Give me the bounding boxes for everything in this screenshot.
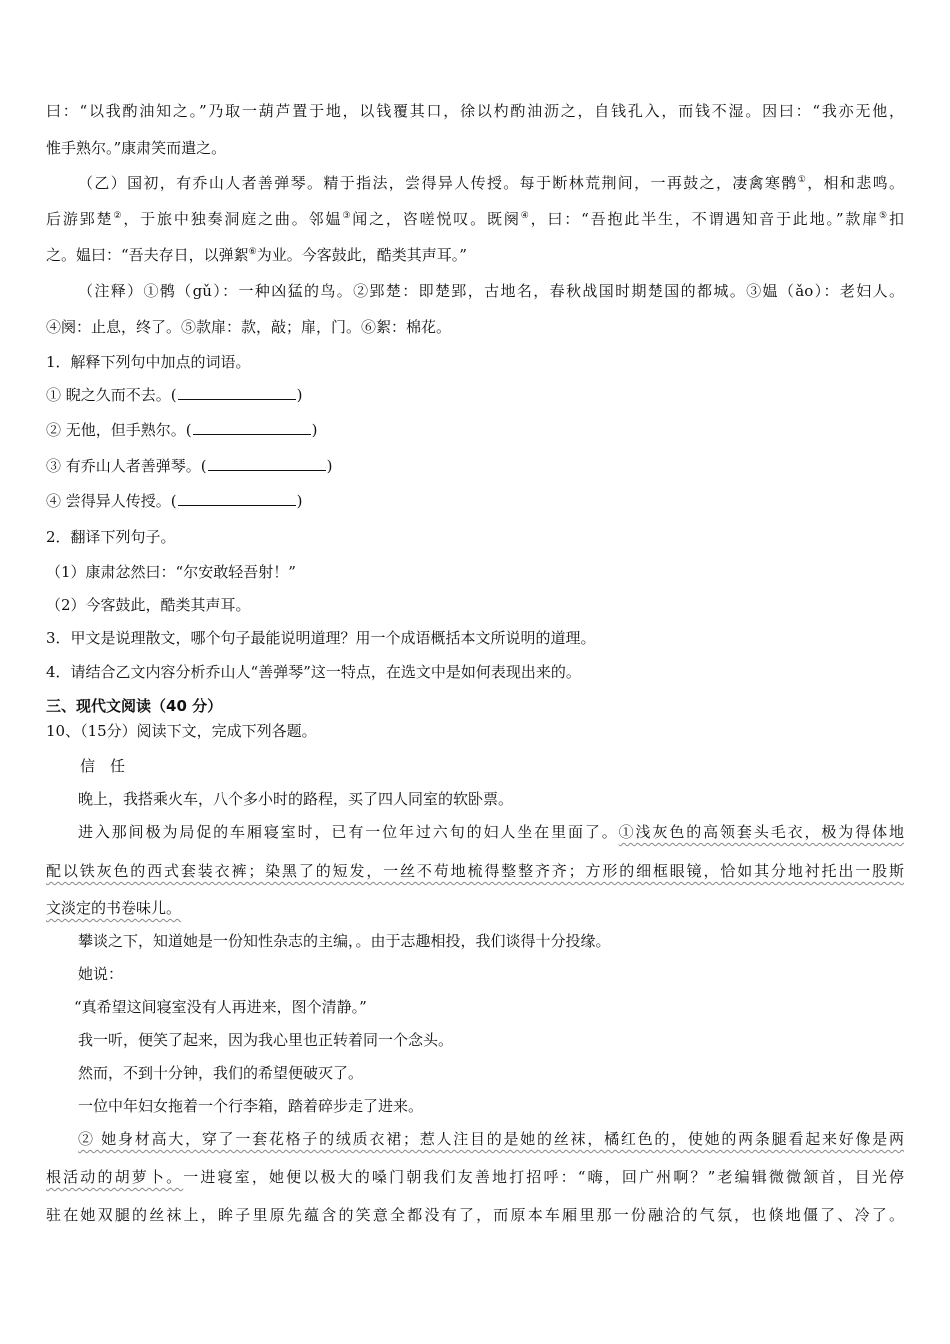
section-heading: 三、现代文阅读（40 分） xyxy=(46,697,223,715)
question-1-title: 1．解释下列句中加点的词语。 xyxy=(46,353,251,371)
story-paragraph-continued: 驻在她双腿的丝袜上，眸子里原先蕴含的笑意全都没有了，而原本车厢里那一份融洽的气氛，也倏地僵了、冷了。 xyxy=(46,1206,904,1224)
story-paragraph: 她说： xyxy=(78,965,124,983)
story-paragraph: 进入那间极为局促的车厢寝室时，已有一位年过六旬的妇人坐在里面了。①浅灰色的高领套头毛衣，极为得体地 xyxy=(78,823,904,841)
passage-b-line-3: 之。媪曰：“吾夫存日，以弹絮⑥为业。今客鼓此，酷类其声耳。” xyxy=(46,246,467,264)
story-paragraph: 我一听，便笑了起来，因为我心里也正转着同一个念头。 xyxy=(78,1031,454,1049)
answer-blank[interactable] xyxy=(193,420,311,435)
answer-blank[interactable] xyxy=(178,385,296,400)
answer-blank[interactable] xyxy=(208,456,326,471)
story-paragraph: 晚上，我搭乘火车，八个多小时的路程，买了四人同室的软卧票。 xyxy=(78,790,514,808)
passage-a-line-1: 曰：“以我酌油知之。”乃取一葫芦置于地，以钱覆其口，徐以杓酌油沥之，自钱孔入，而钱不湿。因曰：“我亦无他， xyxy=(46,102,904,120)
question-1-item: ② 无他，但手熟尔。( ) xyxy=(46,421,318,439)
question-1-item: ④ 尝得异人传授。( ) xyxy=(46,492,303,510)
story-paragraph: 一位中年妇女拖着一个行李箱，踏着碎步走了进来。 xyxy=(78,1097,424,1115)
story-paragraph-continued: 文淡定的书卷味儿。 xyxy=(46,899,182,917)
story-paragraph-continued: 根活动的胡萝卜。一进寝室，她便以极大的嗓门朝我们友善地打招呼：“嗨，回广州啊？”老编辑微微颔首，目光停 xyxy=(46,1168,904,1186)
question-2-title: 2．翻译下列句子。 xyxy=(46,528,176,546)
question-1-item: ① 睨之久而不去。( ) xyxy=(46,386,303,404)
answer-blank[interactable] xyxy=(178,491,296,506)
story-paragraph: “真希望这间寝室没有人再进来，图个清静。” xyxy=(74,998,367,1016)
passage-b-line-1: （乙）国初，有乔山人者善弹琴。精于指法，尝得异人传授。每于断林荒荆间，一再鼓之，凄禽寒鹘①，相和悲鸣。 xyxy=(78,174,904,192)
question-1-item: ③ 有乔山人者善弹琴。( ) xyxy=(46,457,333,475)
question-3: 3．甲文是说理散文，哪个句子最能说明道理？用一个成语概括本文所说明的道理。 xyxy=(46,629,596,647)
question-10-intro: 10、（15分）阅读下文，完成下列各题。 xyxy=(46,722,317,740)
notes-line-2: ④阕：止息，终了。⑤款扉：款，敲；扉，门。⑥絮：棉花。 xyxy=(46,318,452,336)
story-paragraph-continued: 配以铁灰色的西式套装衣裤；染黑了的短发，一丝不苟地梳得整整齐齐；方形的细框眼镜，恰如其分地衬托出一股斯 xyxy=(46,862,904,880)
passage-a-line-2: 惟手熟尔。”康肃笑而遣之。 xyxy=(46,139,227,157)
story-paragraph: 攀谈之下，知道她是一份知性杂志的主编，。由于志趣相投，我们谈得十分投缘。 xyxy=(78,932,611,950)
question-2-item: （2）今客鼓此，酷类其声耳。 xyxy=(46,596,251,614)
passage-b-line-2: 后游郢楚②，于旅中独奏洞庭之曲。邻媪③闻之，咨嗟悦叹。既阕④，曰：“吾抱此半生，不谓遇知音于此地。”款扉⑤扣 xyxy=(46,210,904,228)
notes-line-1: （注释）①鹘（gǔ）：一种凶猛的鸟。②郢楚：即楚郢，古地名，春秋战国时期楚国的都城。③媪（ǎo）：老妇人。 xyxy=(78,282,904,300)
question-4: 4．请结合乙文内容分析乔山人“善弹琴”这一特点，在选文中是如何表现出来的。 xyxy=(46,663,581,681)
story-title: 信 任 xyxy=(80,757,126,775)
story-paragraph: 然而，不到十分钟，我们的希望便破灭了。 xyxy=(78,1064,364,1082)
story-paragraph: ② 她身材高大，穿了一套花格子的绒质衣裙；惹人注目的是她的丝袜，橘红色的，使她的两条腿看起来好像是两 xyxy=(78,1130,904,1148)
question-2-item: （1）康肃忿然曰：“尔安敢轻吾射！” xyxy=(46,563,296,581)
